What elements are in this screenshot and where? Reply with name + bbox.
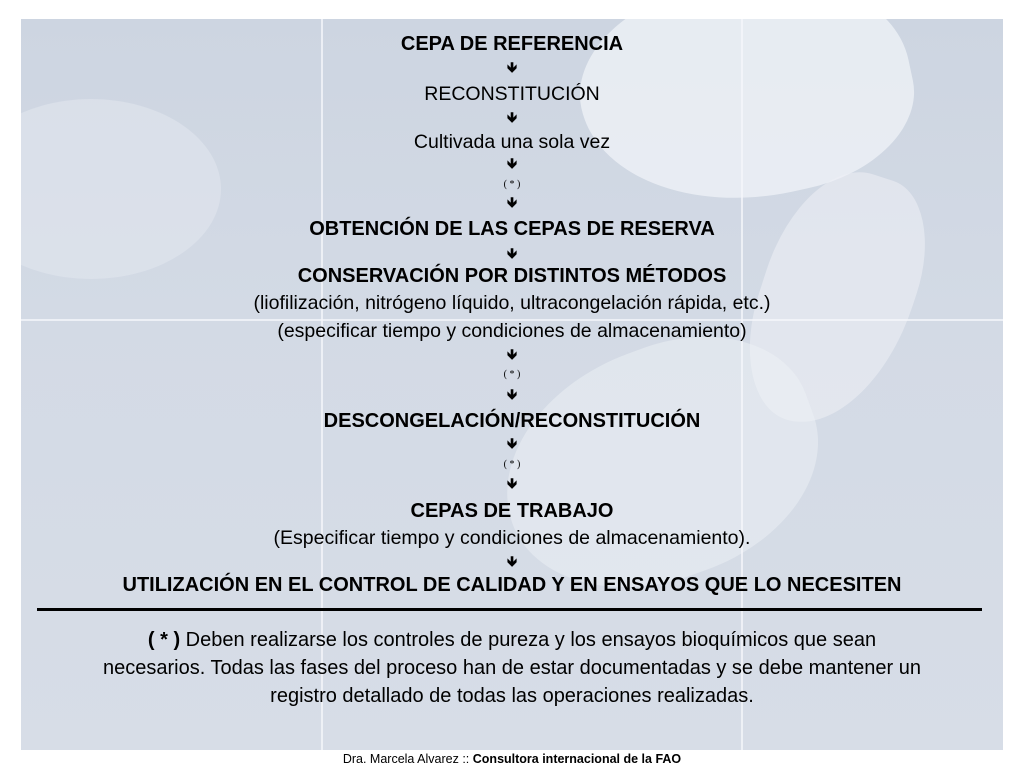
conservation-specify: (especificar tiempo y condiciones de almacenamiento) (277, 320, 747, 342)
down-arrow-icon: 🡻 (506, 60, 518, 76)
footnote (21, 626, 1003, 710)
asterisk-mark: ( * ) (503, 369, 521, 380)
work-specify: (Especificar tiempo y condiciones de almacenamiento). (273, 527, 751, 549)
footnote-line-3: registro detallado de todas las operaciones realizadas. (270, 685, 754, 707)
content-panel (21, 19, 1003, 750)
flow-title: CEPA DE REFERENCIA (400, 33, 624, 55)
asterisk-mark: ( * ) (503, 459, 521, 470)
conservation-methods: (liofilización, nitrógeno líquido, ultracongelación rápida, etc.) (253, 292, 771, 314)
asterisk-mark: ( * ) (503, 179, 521, 190)
down-arrow-icon: 🡻 (506, 387, 518, 403)
down-arrow-icon: 🡻 (506, 554, 518, 570)
down-arrow-icon: 🡻 (506, 110, 518, 126)
step-use: UTILIZACIÓN EN EL CONTROL DE CALIDAD Y EN ENSAYOS QUE LO NECESITEN (122, 574, 902, 596)
footer-author: Dra. Marcela Alvarez (342, 752, 459, 766)
step-thaw: DESCONGELACIÓN/RECONSTITUCIÓN (323, 410, 701, 432)
down-arrow-icon: 🡻 (506, 156, 518, 172)
footer-separator: :: (458, 752, 473, 766)
step-work: CEPAS DE TRABAJO (410, 500, 614, 522)
footer-affiliation: Consultora internacional de la FAO (472, 752, 682, 766)
divider-line (37, 608, 982, 611)
footnote-text-1: Deben realizarse los controles de pureza y los ensayos bioquímicos que sean (180, 629, 877, 651)
slide-footer (0, 750, 1024, 768)
step-conservation: CONSERVACIÓN POR DISTINTOS MÉTODOS (297, 265, 727, 287)
down-arrow-icon: 🡻 (506, 195, 518, 211)
footnote-marker: ( * ) (147, 629, 181, 651)
step-cultivated: Cultivada una sola vez (413, 131, 611, 153)
down-arrow-icon: 🡻 (506, 347, 518, 363)
down-arrow-icon: 🡻 (506, 436, 518, 452)
step-reserve: OBTENCIÓN DE LAS CEPAS DE RESERVA (309, 218, 715, 240)
footnote-line-1 (21, 626, 1003, 654)
footnote-line-2: necesarios. Todas las fases del proceso han de estar documentadas y se debe mantener un (103, 657, 921, 679)
down-arrow-icon: 🡻 (506, 476, 518, 492)
step-reconstitution: RECONSTITUCIÓN (424, 83, 600, 105)
down-arrow-icon: 🡻 (506, 246, 518, 262)
